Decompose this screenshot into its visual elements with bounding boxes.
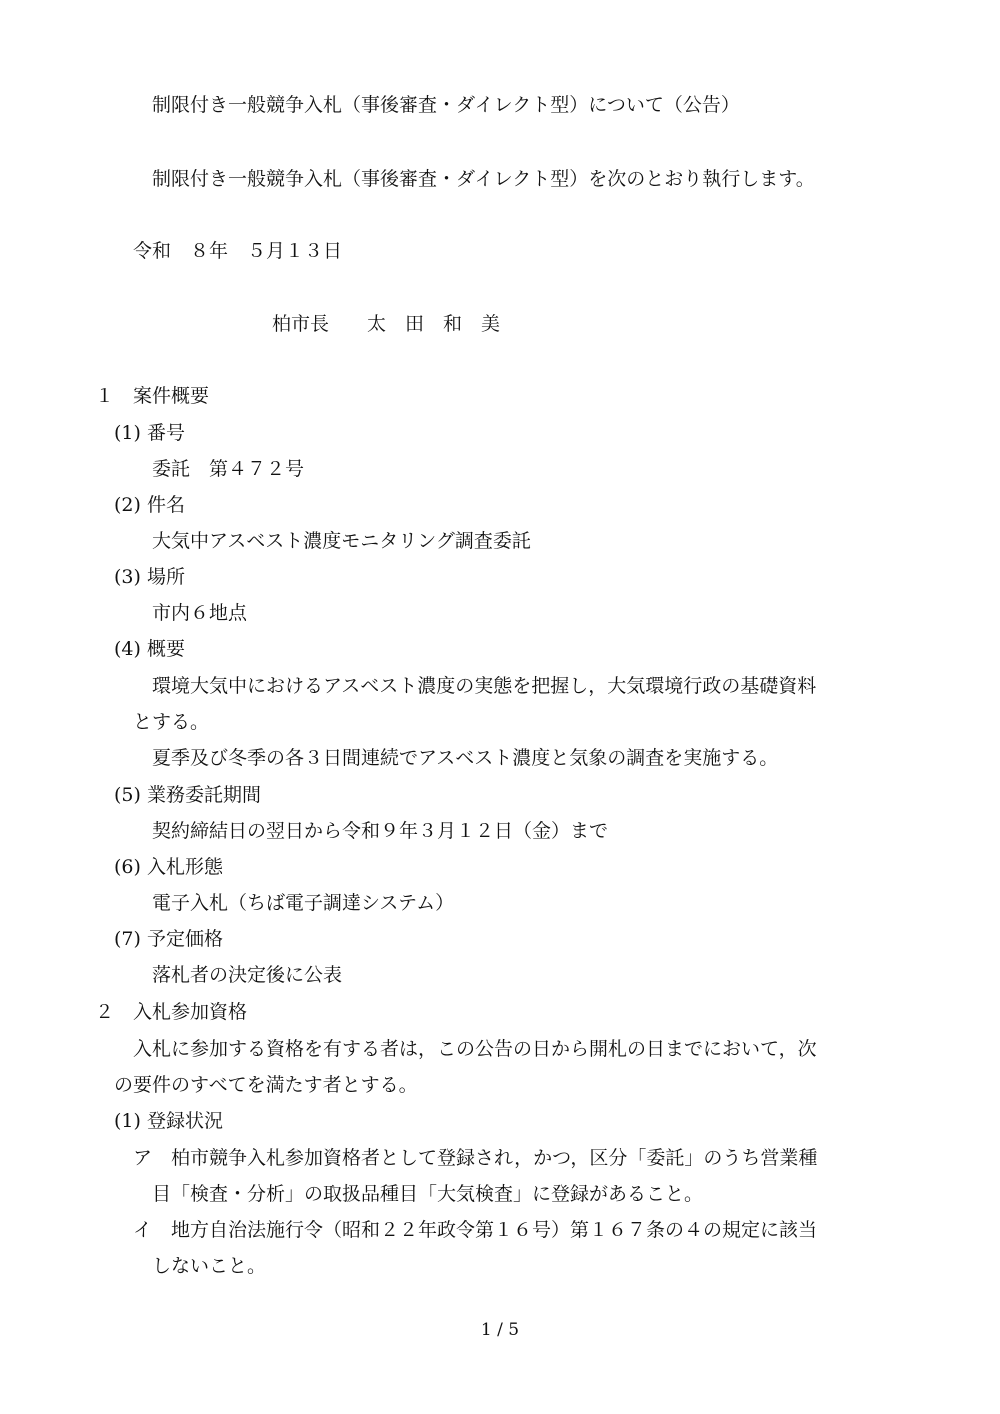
section-1-heading: １ 案件概要 [95,385,210,407]
item-6-label: (6) 入札形態 [114,856,223,878]
req-a-line2: 目「検査・分析」の取扱品種目「大気検査」に登録があること。 [152,1183,704,1205]
section-2-para-line2: の要件のすべてを満たす者とする。 [114,1074,418,1096]
item-5-label: (5) 業務委託期間 [114,784,261,806]
item-1-label: (1) 番号 [114,422,185,444]
page-number: 1 / 5 [480,1320,520,1340]
item-2-label: (2) 件名 [114,494,185,516]
req-a-line1: ア 柏市競争入札参加資格者として登録され，かつ，区分「委託」のうち営業種 [133,1147,818,1169]
req-b-line1: イ 地方自治法施行令（昭和２２年政令第１６号）第１６７条の４の規定に該当 [133,1219,818,1241]
item-7-label: (7) 予定価格 [114,928,223,950]
notice-date: 令和 ８年 ５月１３日 [133,240,343,262]
item-4-text-line2: とする。 [133,711,210,733]
s2-item-1-label: (1) 登録状況 [114,1110,223,1132]
item-4-text-line3: 夏季及び冬季の各３日間連続でアスベスト濃度と気象の調査を実施する。 [152,747,779,769]
item-3-label: (3) 場所 [114,566,185,588]
item-5-text: 契約締結日の翌日から令和９年３月１２日（金）まで [152,820,609,842]
item-1-text: 委託 第４７２号 [152,458,305,480]
item-7-text: 落札者の決定後に公表 [152,964,343,986]
item-4-label: (4) 概要 [114,638,185,660]
item-2-text: 大気中アスベスト濃度モニタリング調査委託 [152,530,531,552]
intro-text: 制限付き一般競争入札（事後審査・ダイレクト型）を次のとおり執行します。 [152,168,815,190]
req-b-line2: しないこと。 [152,1255,267,1277]
section-2-heading: ２ 入札参加資格 [95,1001,248,1023]
item-4-text-line1: 環境大気中におけるアスベスト濃度の実態を把握し，大気環境行政の基礎資料 [152,675,817,697]
item-3-text: 市内６地点 [152,602,248,624]
issuer: 柏市長 太 田 和 美 [272,313,501,335]
item-6-text: 電子入札（ちば電子調達システム） [152,892,455,914]
section-2-para-line1: 入札に参加する資格を有する者は，この公告の日から開札の日までにおいて，次 [133,1038,817,1060]
notice-title: 制限付き一般競争入札（事後審査・ダイレクト型）について（公告） [152,94,740,116]
